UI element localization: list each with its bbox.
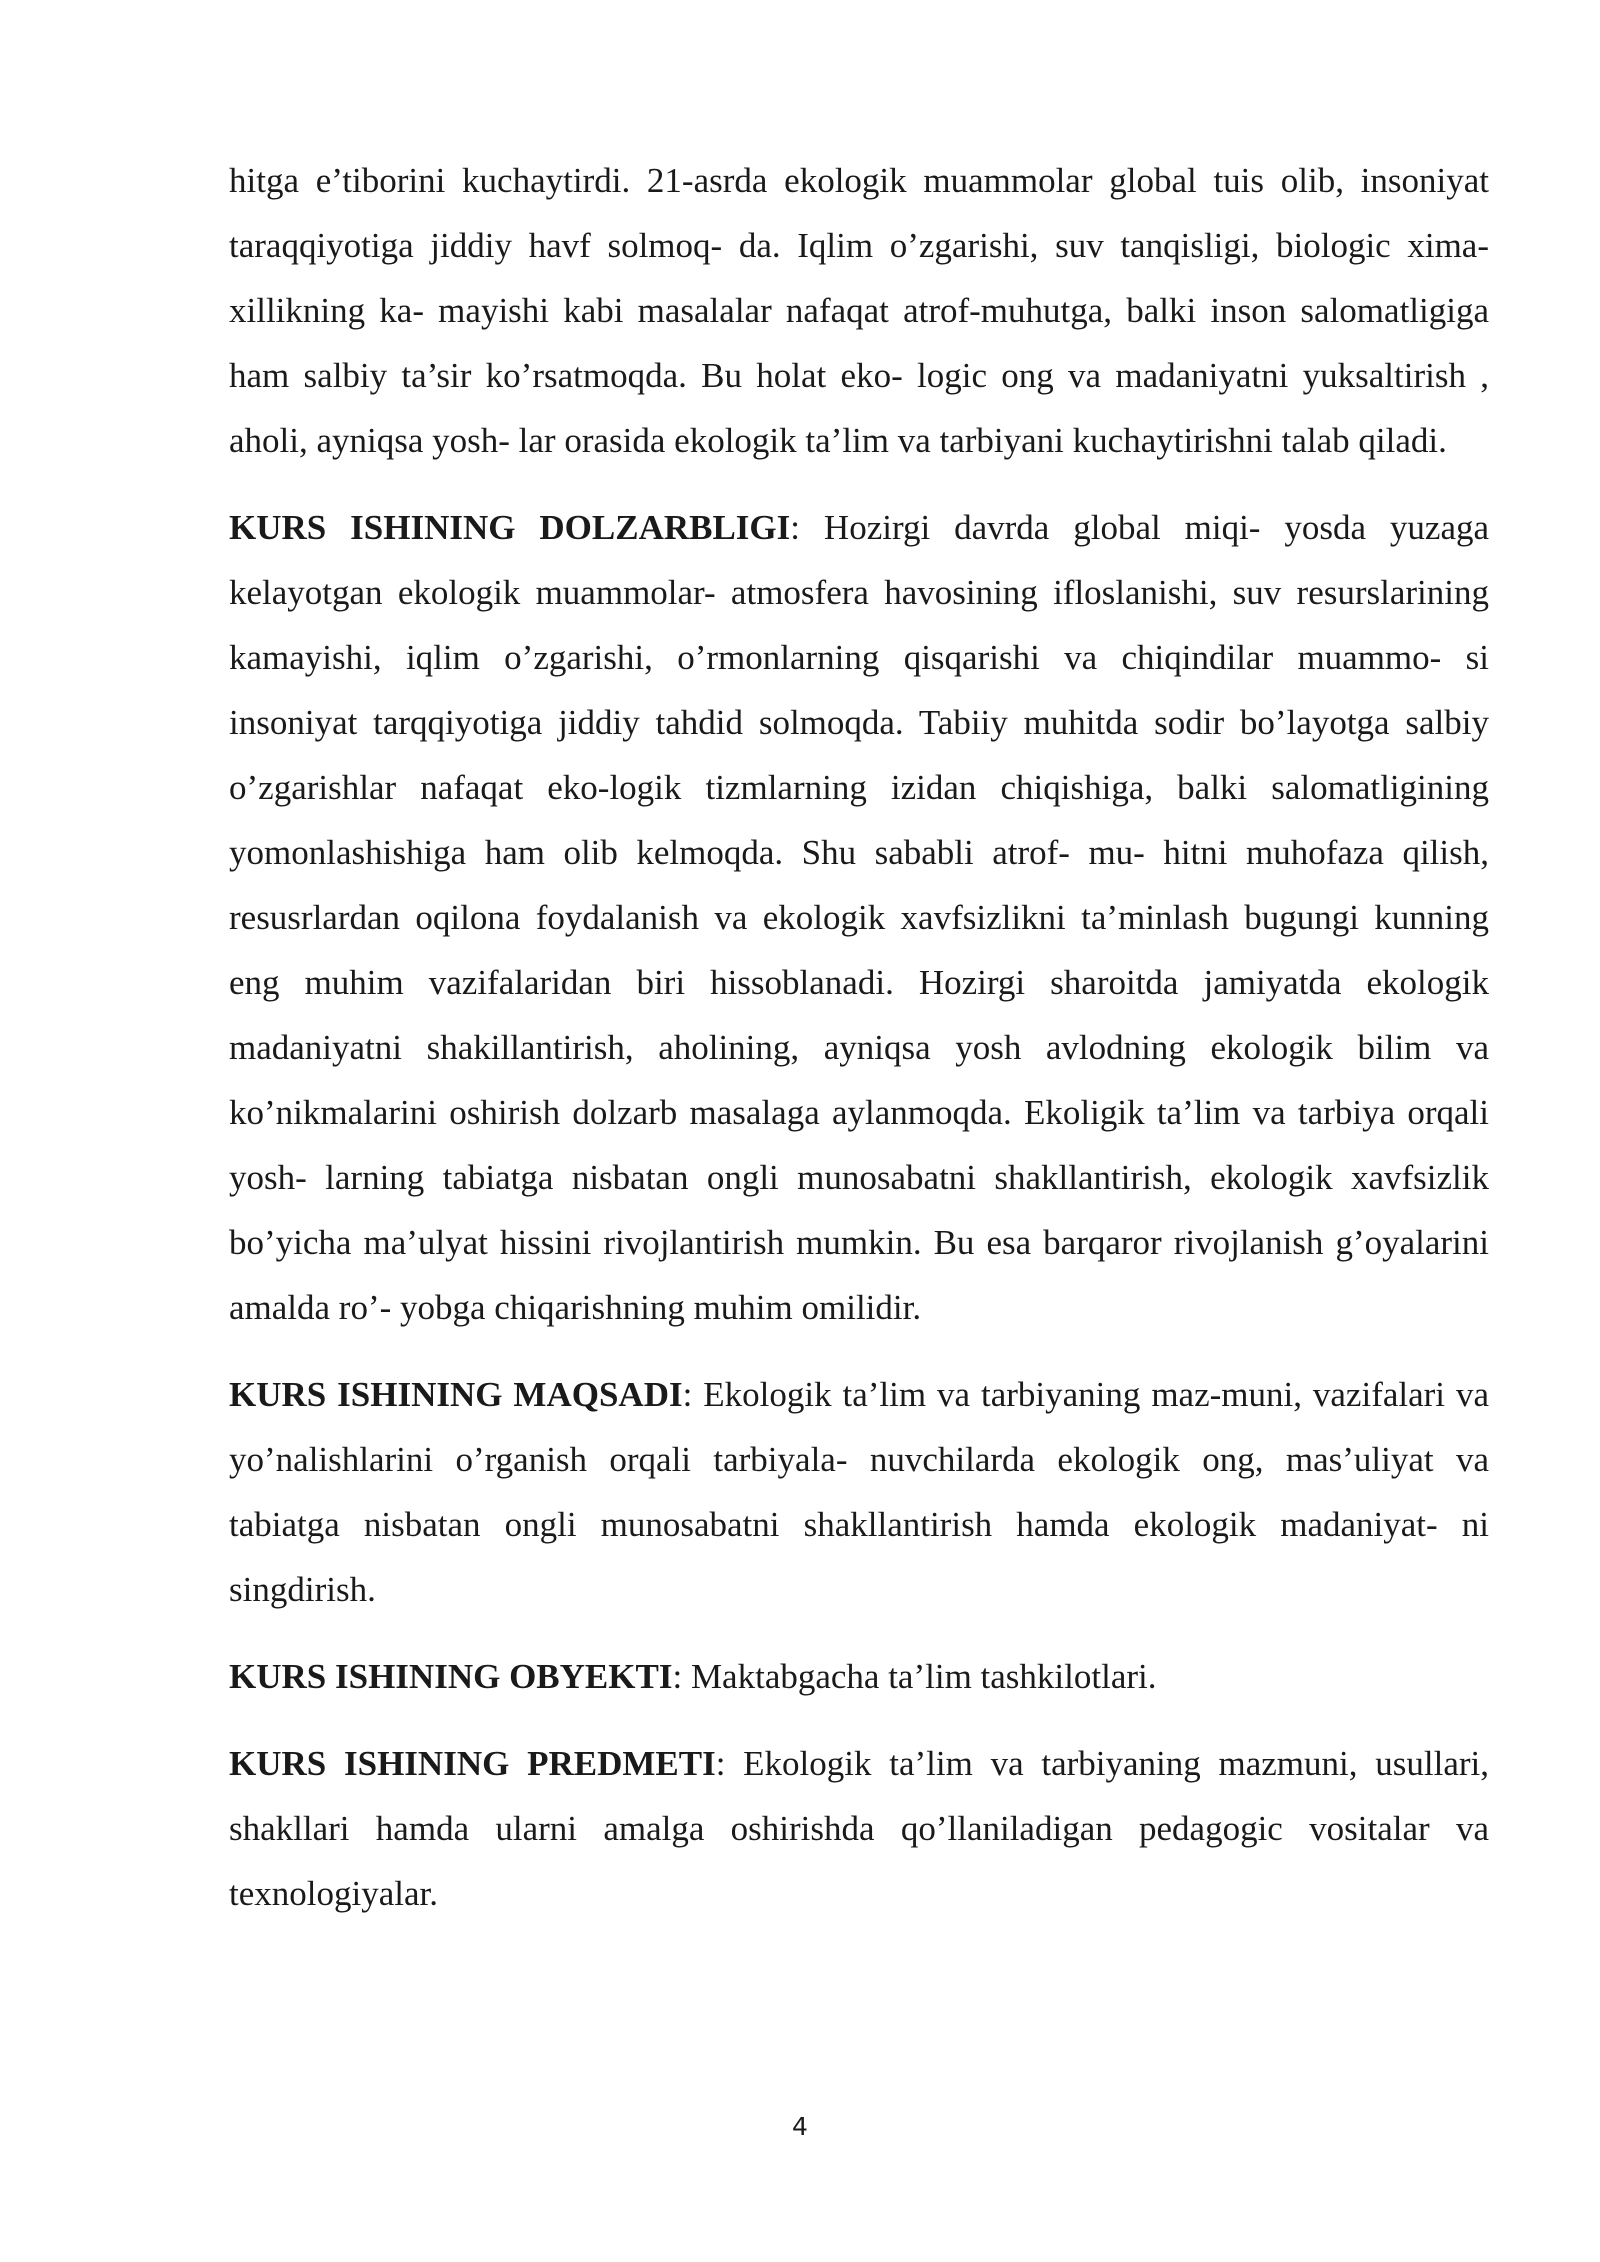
document-page (229, 148, 1489, 1948)
goal-paragraph (229, 1362, 1489, 1622)
subject-paragraph (229, 1731, 1489, 1926)
relevance-paragraph (229, 495, 1489, 1340)
subject-paragraph-text: Ekologik ta’lim va tarbiyaning mazmuni, usullari, shakllari hamda ularni amalga oshirishda qo’llaniladigan pedagogic vositalar va texnologiyalar. (229, 1744, 1489, 1913)
relevance-heading: KURS ISHINING DOLZARBLIGI (229, 508, 791, 547)
relevance-paragraph-text: Hozirgi davrda global miqi- yosda yuzaga kelayotgan ekologik muammolar- atmosfera havosining ifloslanishi, suv resurslarining kamayishi, iqlim o’zgarishi, o’rmonlarning qisqarishi va chiqindilar muammo- si insoniyat tarqqiyotiga jiddiy tahdid solmoqda. Tabiiy muhitda sodir bo’layotga salbiy o’zgarishlar nafaqat eko-logik tizmlarning izidan chiqishiga, balki salomatligining yomonlashishiga ham olib kelmoqda. Shu sababli atrof- mu- hitni muhofaza qilish, resusrlardan oqilona foydalanish va ekologik xavfsizlikni ta’minlash bugungi kunning eng muhim vazifalaridan biri hissoblanadi. Hozirgi sharoitda jamiyatda ekologik madaniyatni shakillantirish, aholining, ayniqsa yosh avlodning ekologik bilim va ko’nikmalarini oshirish dolzarb masalaga aylanmoqda. Ekoligik ta’lim va tarbiya orqali yosh- larning tabiatga nisbatan ongli munosabatni shakllantirish, ekologik xavfsizlik bo’yicha ma’ulyat hissini rivojlantirish mumkin. Bu esa barqaror rivojlanish g’oyalarini amalda ro’- yobga chiqarishning muhim omilidir. (229, 508, 1490, 1327)
subject-heading: KURS ISHINING PREDMETI (229, 1744, 716, 1783)
goal-paragraph-text: Ekologik ta’lim va tarbiyaning maz-muni, vazifalari va yo’nalishlarini o’rganish orqali tarbiyala- nuvchilarda ekologik ong, mas’uliyat va tabiatga nisbatan ongli munosabatni shakllantirish hamda ekologik madaniyat- ni singdirish. (229, 1375, 1489, 1609)
goal-heading: KURS ISHINING MAQSADI (229, 1375, 683, 1414)
relevance-separator: : (790, 508, 824, 547)
page-number: 4 (792, 2112, 808, 2141)
goal-separator: : (682, 1375, 704, 1414)
object-paragraph-text: Maktabgacha ta’lim tashkilotlari. (690, 1657, 1157, 1696)
intro-paragraph-text: hitga e’tiborini kuchaytirdi. 21-asrda ekologik muammolar global tuis olib, insoniyat taraqqiyotiga jiddiy havf solmoq- da. Iqlim o’zgarishi, suv tanqisligi, biologic xima-xillikning ka- mayishi kabi masalalar nafaqat atrof-muhutga, balki inson salomatligiga ham salbiy ta’sir ko’rsatmoqda. Bu holat eko- logic ong va madaniyatni yuksaltirish , aholi, ayniqsa yosh- lar orasida ekologik ta’lim va tarbiyani kuchaytirishni talab qiladi. (229, 161, 1489, 460)
object-heading: KURS ISHINING OBYEKTI (229, 1657, 673, 1696)
object-separator: : (672, 1657, 691, 1696)
intro-paragraph (229, 148, 1489, 473)
object-paragraph (229, 1644, 1489, 1709)
subject-separator: : (715, 1744, 744, 1783)
